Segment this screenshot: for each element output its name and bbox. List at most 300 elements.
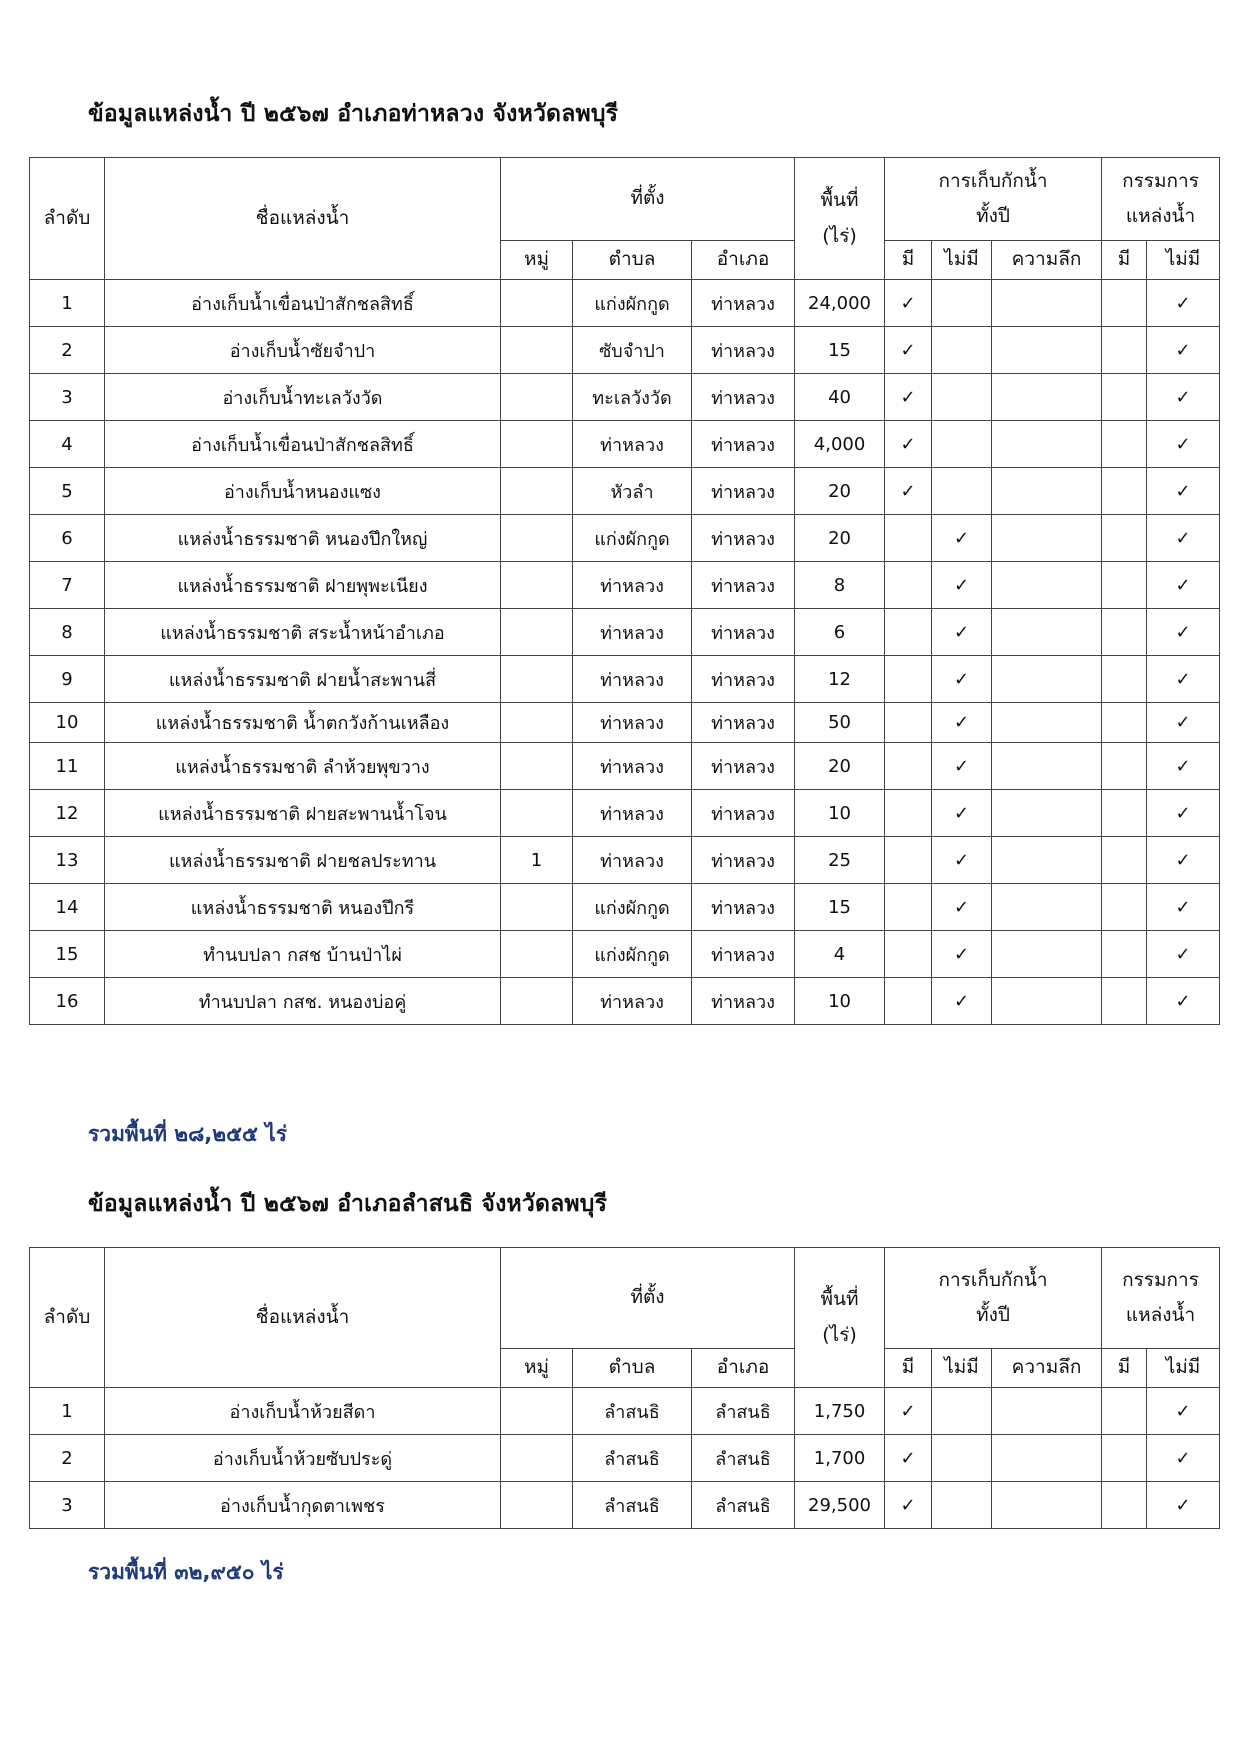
header-committee-yes: มี: [1102, 1349, 1147, 1388]
check-icon: ✓: [1175, 755, 1191, 777]
header-order: ลำดับ: [30, 1248, 105, 1388]
storage-no-cell: [932, 884, 992, 931]
name-cell: อ่างเก็บน้ำหนองแซง: [105, 468, 501, 515]
moo-cell: [501, 1482, 573, 1529]
committee-yes-cell: [1102, 562, 1147, 609]
depth-cell: [992, 327, 1102, 374]
depth-cell: [992, 790, 1102, 837]
storage-yes-cell: [885, 280, 932, 327]
order-cell: 12: [30, 790, 105, 837]
name-cell: แหล่งน้ำธรรมชาติ ฝายสะพานน้ำโจน: [105, 790, 501, 837]
depth-cell: [992, 1435, 1102, 1482]
committee-no-cell: [1147, 609, 1220, 656]
committee-no-cell: [1147, 421, 1220, 468]
storage-yes-cell: [885, 743, 932, 790]
check-icon: ✓: [1175, 621, 1191, 643]
header-amphoe: อำเภอ: [692, 1349, 795, 1388]
committee-yes-cell: [1102, 743, 1147, 790]
header-committee-line1: กรรมการ: [1122, 169, 1199, 192]
header-storage-no: ไม่มี: [932, 1349, 992, 1388]
section1-total: รวมพื้นที่ ๒๘,๒๕๕ ไร่: [88, 1122, 288, 1146]
table-row: [30, 978, 1220, 1025]
committee-yes-cell: [1102, 1388, 1147, 1435]
check-icon: ✓: [1175, 1494, 1191, 1516]
order-cell: 8: [30, 609, 105, 656]
check-icon: ✓: [1175, 990, 1191, 1012]
amphoe-cell: ท่าหลวง: [692, 609, 795, 656]
table-row: [30, 421, 1220, 468]
header-name: ชื่อแหล่งน้ำ: [105, 158, 501, 280]
depth-cell: [992, 978, 1102, 1025]
check-icon: ✓: [953, 668, 970, 690]
section2-total: รวมพื้นที่ ๓๒,๙๕๐ ไร่: [88, 1560, 284, 1584]
header-storage-line1: การเก็บกักน้ำ: [938, 169, 1048, 192]
table-row: [30, 743, 1220, 790]
check-icon: ✓: [900, 1447, 916, 1469]
check-icon: ✓: [1175, 433, 1191, 455]
check-icon: ✓: [953, 527, 970, 549]
committee-no-cell: [1147, 1388, 1220, 1435]
committee-yes-cell: [1102, 790, 1147, 837]
depth-cell: [992, 743, 1102, 790]
order-cell: 10: [30, 703, 105, 743]
storage-yes-cell: [885, 884, 932, 931]
name-cell: แหล่งน้ำธรรมชาติ หนองปึกใหญ่: [105, 515, 501, 562]
committee-no-cell: [1147, 703, 1220, 743]
storage-no-cell: [932, 790, 992, 837]
storage-no-cell: [932, 515, 992, 562]
header-storage-line2: ทั้งปี: [976, 1304, 1010, 1326]
name-cell: แหล่งน้ำธรรมชาติ ลำห้วยพุขวาง: [105, 743, 501, 790]
moo-cell: 1: [501, 837, 573, 884]
committee-yes-cell: [1102, 978, 1147, 1025]
name-cell: แหล่งน้ำธรรมชาติ ฝายพุพะเนียง: [105, 562, 501, 609]
moo-cell: [501, 790, 573, 837]
committee-no-cell: [1147, 790, 1220, 837]
tambon-cell: ท่าหลวง: [573, 978, 692, 1025]
check-icon: ✓: [1175, 386, 1191, 408]
check-icon: ✓: [953, 943, 970, 965]
committee-no-cell: [1147, 837, 1220, 884]
table-row: [30, 1435, 1220, 1482]
header-depth: ความลึก: [992, 1349, 1102, 1388]
check-icon: ✓: [953, 621, 970, 643]
storage-no-cell: [932, 1388, 992, 1435]
moo-cell: [501, 468, 573, 515]
check-icon: ✓: [1175, 712, 1191, 733]
order-cell: 15: [30, 931, 105, 978]
amphoe-cell: ท่าหลวง: [692, 515, 795, 562]
order-cell: 2: [30, 327, 105, 374]
committee-no-cell: [1147, 374, 1220, 421]
tambon-cell: แก่งผักกูด: [573, 280, 692, 327]
storage-no-cell: [932, 280, 992, 327]
storage-no-cell: [932, 837, 992, 884]
amphoe-cell: ท่าหลวง: [692, 421, 795, 468]
depth-cell: [992, 562, 1102, 609]
committee-yes-cell: [1102, 609, 1147, 656]
check-icon: ✓: [1175, 1447, 1191, 1469]
header-amphoe: อำเภอ: [692, 241, 795, 280]
table-row: [30, 703, 1220, 743]
table-row: [30, 280, 1220, 327]
tambon-cell: ซับจำปา: [573, 327, 692, 374]
committee-no-cell: [1147, 978, 1220, 1025]
depth-cell: [992, 280, 1102, 327]
area-cell: 50: [795, 703, 885, 743]
area-cell: 4,000: [795, 421, 885, 468]
committee-yes-cell: [1102, 468, 1147, 515]
area-cell: 12: [795, 656, 885, 703]
header-storage-yes: มี: [885, 1349, 932, 1388]
storage-no-cell: [932, 609, 992, 656]
name-cell: แหล่งน้ำธรรมชาติ สระน้ำหน้าอำเภอ: [105, 609, 501, 656]
depth-cell: [992, 1388, 1102, 1435]
moo-cell: [501, 656, 573, 703]
header-committee-line1: กรรมการ: [1122, 1268, 1199, 1291]
check-icon: ✓: [1175, 527, 1191, 549]
area-cell: 6: [795, 609, 885, 656]
area-cell: 8: [795, 562, 885, 609]
header-tambon: ตำบล: [573, 241, 692, 280]
tambon-cell: ท่าหลวง: [573, 703, 692, 743]
area-cell: 29,500: [795, 1482, 885, 1529]
order-cell: 3: [30, 1482, 105, 1529]
table-row: [30, 931, 1220, 978]
moo-cell: [501, 562, 573, 609]
storage-no-cell: [932, 327, 992, 374]
depth-cell: [992, 656, 1102, 703]
committee-yes-cell: [1102, 884, 1147, 931]
water-sources-table-tha-luang: [29, 157, 1220, 1025]
area-cell: 10: [795, 790, 885, 837]
header-area-line1: พื้นที่: [820, 1288, 859, 1311]
amphoe-cell: ท่าหลวง: [692, 790, 795, 837]
area-cell: 10: [795, 978, 885, 1025]
name-cell: แหล่งน้ำธรรมชาติ ฝายน้ำสะพานสี่: [105, 656, 501, 703]
order-cell: 13: [30, 837, 105, 884]
check-icon: ✓: [900, 292, 916, 314]
check-icon: ✓: [1175, 896, 1191, 918]
check-icon: ✓: [953, 755, 970, 777]
water-sources-table-lam-sonthi: [29, 1247, 1220, 1529]
moo-cell: [501, 515, 573, 562]
committee-yes-cell: [1102, 421, 1147, 468]
area-cell: 1,750: [795, 1388, 885, 1435]
check-icon: ✓: [900, 480, 916, 502]
amphoe-cell: ลำสนธิ: [692, 1388, 795, 1435]
moo-cell: [501, 884, 573, 931]
depth-cell: [992, 374, 1102, 421]
check-icon: ✓: [1175, 339, 1191, 361]
committee-no-cell: [1147, 656, 1220, 703]
section1-title: ข้อมูลแหล่งน้ำ ปี ๒๕๖๗ อำเภอท่าหลวง จังหวัดลพบุรี: [88, 101, 619, 127]
storage-yes-cell: [885, 562, 932, 609]
order-cell: 9: [30, 656, 105, 703]
check-icon: ✓: [953, 990, 970, 1012]
header-committee-no: ไม่มี: [1147, 1349, 1220, 1388]
name-cell: ทำนบปลา กสช บ้านป่าไผ่: [105, 931, 501, 978]
header-area-line2: (ไร่): [822, 1323, 857, 1346]
check-icon: ✓: [953, 802, 970, 824]
header-committee-no: ไม่มี: [1147, 241, 1220, 280]
storage-no-cell: [932, 374, 992, 421]
table-row: [30, 884, 1220, 931]
storage-yes-cell: [885, 978, 932, 1025]
committee-no-cell: [1147, 562, 1220, 609]
tambon-cell: ท่าหลวง: [573, 562, 692, 609]
check-icon: ✓: [900, 386, 916, 408]
header-committee-line2: แหล่งน้ำ: [1125, 205, 1196, 227]
header-depth: ความลึก: [992, 241, 1102, 280]
table-row: [30, 656, 1220, 703]
committee-no-cell: [1147, 1482, 1220, 1529]
name-cell: อ่างเก็บน้ำเขื่อนป่าสักชลสิทธิ์: [105, 280, 501, 327]
order-cell: 6: [30, 515, 105, 562]
table-row: [30, 468, 1220, 515]
committee-no-cell: [1147, 884, 1220, 931]
header-storage: [885, 1248, 1102, 1349]
storage-no-cell: [932, 421, 992, 468]
table-row: [30, 562, 1220, 609]
amphoe-cell: ท่าหลวง: [692, 374, 795, 421]
order-cell: 3: [30, 374, 105, 421]
storage-yes-cell: [885, 790, 932, 837]
header-area-line2: (ไร่): [822, 224, 857, 247]
depth-cell: [992, 931, 1102, 978]
amphoe-cell: ท่าหลวง: [692, 837, 795, 884]
amphoe-cell: ท่าหลวง: [692, 468, 795, 515]
area-cell: 20: [795, 515, 885, 562]
committee-yes-cell: [1102, 656, 1147, 703]
amphoe-cell: ท่าหลวง: [692, 656, 795, 703]
storage-yes-cell: [885, 515, 932, 562]
committee-yes-cell: [1102, 327, 1147, 374]
depth-cell: [992, 703, 1102, 743]
header-name: ชื่อแหล่งน้ำ: [105, 1248, 501, 1388]
name-cell: อ่างเก็บน้ำห้วยสีดา: [105, 1388, 501, 1435]
tambon-cell: ท่าหลวง: [573, 790, 692, 837]
check-icon: ✓: [1175, 1400, 1191, 1422]
table-row: [30, 837, 1220, 884]
tambon-cell: หัวลำ: [573, 468, 692, 515]
storage-no-cell: [932, 1435, 992, 1482]
tambon-cell: แก่งผักกูด: [573, 931, 692, 978]
order-cell: 1: [30, 280, 105, 327]
storage-yes-cell: [885, 1435, 932, 1482]
table1-body: [30, 280, 1220, 1025]
depth-cell: [992, 1482, 1102, 1529]
check-icon: ✓: [953, 712, 970, 733]
area-cell: 4: [795, 931, 885, 978]
table-row: [30, 327, 1220, 374]
name-cell: อ่างเก็บน้ำทะเลวังวัด: [105, 374, 501, 421]
amphoe-cell: ท่าหลวง: [692, 931, 795, 978]
table2-body: [30, 1388, 1220, 1529]
order-cell: 1: [30, 1388, 105, 1435]
committee-yes-cell: [1102, 515, 1147, 562]
area-cell: 15: [795, 884, 885, 931]
name-cell: ทำนบปลา กสช. หนองบ่อคู่: [105, 978, 501, 1025]
committee-yes-cell: [1102, 837, 1147, 884]
order-cell: 2: [30, 1435, 105, 1482]
area-cell: 1,700: [795, 1435, 885, 1482]
header-storage-line1: การเก็บกักน้ำ: [938, 1268, 1048, 1291]
area-cell: 15: [795, 327, 885, 374]
storage-yes-cell: [885, 931, 932, 978]
storage-yes-cell: [885, 703, 932, 743]
committee-no-cell: [1147, 743, 1220, 790]
storage-yes-cell: [885, 468, 932, 515]
name-cell: อ่างเก็บน้ำกุดตาเพชร: [105, 1482, 501, 1529]
name-cell: แหล่งน้ำธรรมชาติ น้ำตกวังก้านเหลือง: [105, 703, 501, 743]
header-committee-line2: แหล่งน้ำ: [1125, 1304, 1196, 1326]
table-row: [30, 1388, 1220, 1435]
order-cell: 16: [30, 978, 105, 1025]
moo-cell: [501, 743, 573, 790]
storage-no-cell: [932, 703, 992, 743]
area-cell: 20: [795, 743, 885, 790]
order-cell: 11: [30, 743, 105, 790]
header-committee: [1102, 158, 1220, 241]
committee-no-cell: [1147, 468, 1220, 515]
storage-yes-cell: [885, 1388, 932, 1435]
tambon-cell: ทะเลวังวัด: [573, 374, 692, 421]
storage-no-cell: [932, 743, 992, 790]
header-area: [795, 1248, 885, 1388]
storage-yes-cell: [885, 327, 932, 374]
header-tambon: ตำบล: [573, 1349, 692, 1388]
amphoe-cell: ลำสนธิ: [692, 1435, 795, 1482]
amphoe-cell: ท่าหลวง: [692, 884, 795, 931]
name-cell: แหล่งน้ำธรรมชาติ ฝายชลประทาน: [105, 837, 501, 884]
moo-cell: [501, 1435, 573, 1482]
header-storage-yes: มี: [885, 241, 932, 280]
table-row: [30, 374, 1220, 421]
committee-no-cell: [1147, 280, 1220, 327]
tambon-cell: ท่าหลวง: [573, 421, 692, 468]
committee-yes-cell: [1102, 280, 1147, 327]
storage-yes-cell: [885, 421, 932, 468]
order-cell: 14: [30, 884, 105, 931]
tambon-cell: ลำสนธิ: [573, 1388, 692, 1435]
depth-cell: [992, 421, 1102, 468]
amphoe-cell: ลำสนธิ: [692, 1482, 795, 1529]
header-storage-line2: ทั้งปี: [976, 205, 1010, 227]
amphoe-cell: ท่าหลวง: [692, 703, 795, 743]
depth-cell: [992, 837, 1102, 884]
check-icon: ✓: [900, 433, 916, 455]
area-cell: 40: [795, 374, 885, 421]
check-icon: ✓: [953, 896, 970, 918]
header-moo: หมู่: [501, 241, 573, 280]
check-icon: ✓: [1175, 292, 1191, 314]
tambon-cell: แก่งผักกูด: [573, 884, 692, 931]
name-cell: อ่างเก็บน้ำเขื่อนป่าสักชลสิทธิ์: [105, 421, 501, 468]
table-row: [30, 609, 1220, 656]
area-cell: 24,000: [795, 280, 885, 327]
storage-yes-cell: [885, 374, 932, 421]
name-cell: อ่างเก็บน้ำห้วยซับประดู่: [105, 1435, 501, 1482]
moo-cell: [501, 421, 573, 468]
amphoe-cell: ท่าหลวง: [692, 978, 795, 1025]
check-icon: ✓: [1175, 480, 1191, 502]
moo-cell: [501, 978, 573, 1025]
amphoe-cell: ท่าหลวง: [692, 562, 795, 609]
tambon-cell: ท่าหลวง: [573, 743, 692, 790]
area-cell: 20: [795, 468, 885, 515]
check-icon: ✓: [1175, 574, 1191, 596]
tambon-cell: ท่าหลวง: [573, 656, 692, 703]
check-icon: ✓: [900, 1400, 916, 1422]
moo-cell: [501, 931, 573, 978]
committee-no-cell: [1147, 515, 1220, 562]
depth-cell: [992, 884, 1102, 931]
moo-cell: [501, 327, 573, 374]
check-icon: ✓: [953, 849, 970, 871]
storage-yes-cell: [885, 656, 932, 703]
table-row: [30, 790, 1220, 837]
area-cell: 25: [795, 837, 885, 884]
storage-no-cell: [932, 656, 992, 703]
check-icon: ✓: [1175, 668, 1191, 690]
header-moo: หมู่: [501, 1349, 573, 1388]
committee-no-cell: [1147, 931, 1220, 978]
storage-no-cell: [932, 978, 992, 1025]
order-cell: 7: [30, 562, 105, 609]
amphoe-cell: ท่าหลวง: [692, 743, 795, 790]
depth-cell: [992, 468, 1102, 515]
table-row: [30, 1482, 1220, 1529]
storage-yes-cell: [885, 1482, 932, 1529]
committee-yes-cell: [1102, 1435, 1147, 1482]
header-storage: [885, 158, 1102, 241]
storage-yes-cell: [885, 609, 932, 656]
check-icon: ✓: [1175, 802, 1191, 824]
storage-no-cell: [932, 468, 992, 515]
order-cell: 5: [30, 468, 105, 515]
header-area-line1: พื้นที่: [820, 189, 859, 212]
moo-cell: [501, 374, 573, 421]
order-cell: 4: [30, 421, 105, 468]
check-icon: ✓: [900, 339, 916, 361]
depth-cell: [992, 515, 1102, 562]
moo-cell: [501, 703, 573, 743]
moo-cell: [501, 280, 573, 327]
tambon-cell: ลำสนธิ: [573, 1482, 692, 1529]
committee-no-cell: [1147, 327, 1220, 374]
tambon-cell: ท่าหลวง: [573, 609, 692, 656]
amphoe-cell: ท่าหลวง: [692, 327, 795, 374]
header-location: ที่ตั้ง: [501, 1248, 795, 1349]
tambon-cell: ท่าหลวง: [573, 837, 692, 884]
check-icon: ✓: [900, 1494, 916, 1516]
header-committee: [1102, 1248, 1220, 1349]
storage-no-cell: [932, 562, 992, 609]
header-order: ลำดับ: [30, 158, 105, 280]
amphoe-cell: ท่าหลวง: [692, 280, 795, 327]
header-location: ที่ตั้ง: [501, 158, 795, 241]
moo-cell: [501, 609, 573, 656]
committee-yes-cell: [1102, 931, 1147, 978]
committee-yes-cell: [1102, 703, 1147, 743]
table-row: [30, 515, 1220, 562]
name-cell: อ่างเก็บน้ำซัยจำปา: [105, 327, 501, 374]
section2-title: ข้อมูลแหล่งน้ำ ปี ๒๕๖๗ อำเภอลำสนธิ จังหวัดลพบุรี: [88, 1191, 608, 1217]
depth-cell: [992, 609, 1102, 656]
header-area: [795, 158, 885, 280]
check-icon: ✓: [1175, 849, 1191, 871]
